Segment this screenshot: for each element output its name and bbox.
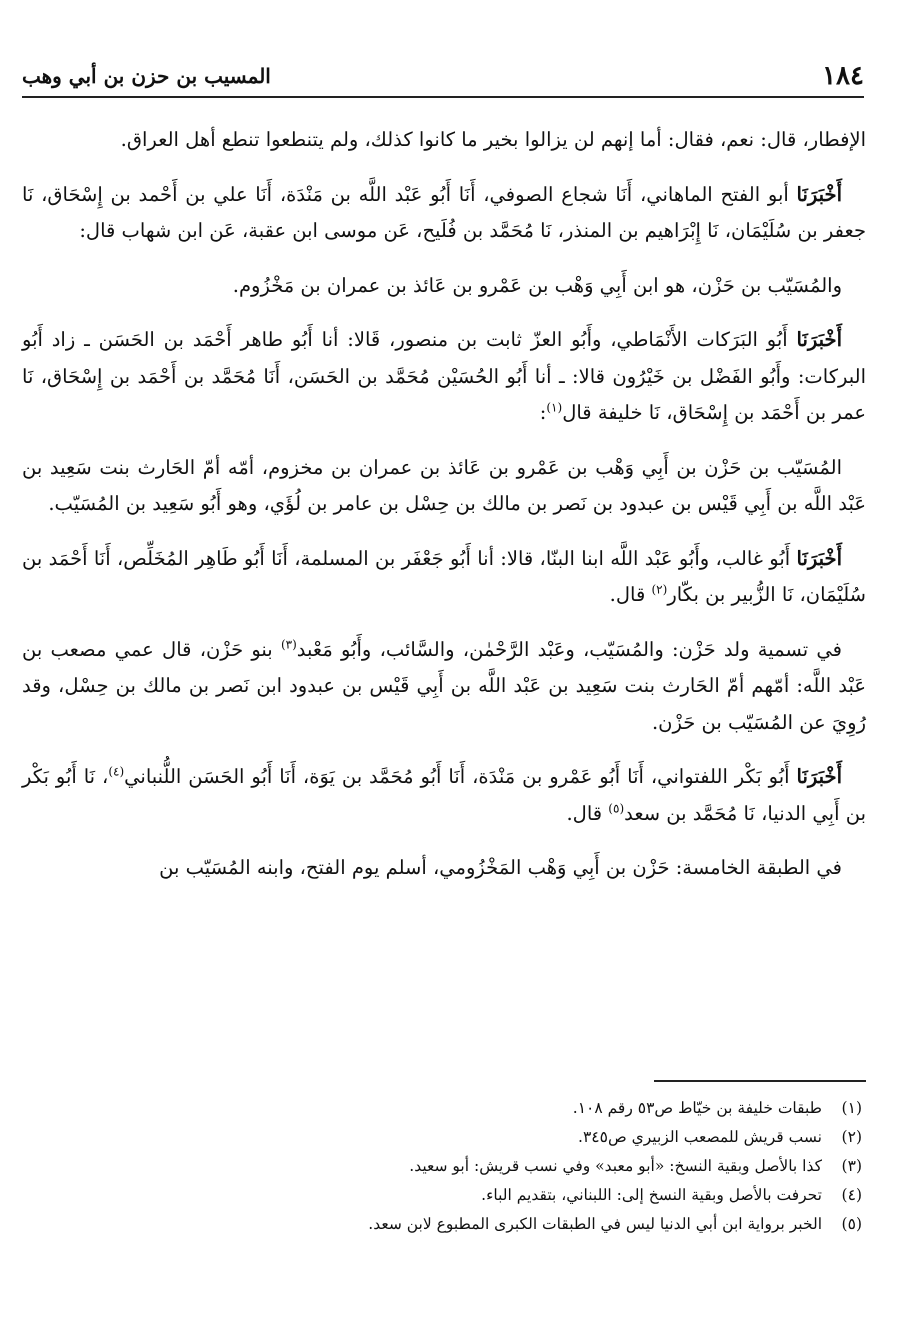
paragraph bbox=[22, 759, 866, 832]
footnote-text: الخبر برواية ابن أبي الدنيا ليس في الطبقات الكبرى المطبوع لابن سعد. bbox=[368, 1215, 822, 1233]
footnote-number: (٣) bbox=[841, 1157, 862, 1175]
paragraph bbox=[22, 268, 866, 305]
paragraph bbox=[22, 541, 866, 614]
footnote-ref: (٢) bbox=[651, 582, 668, 597]
footnote-number: (١) bbox=[841, 1099, 862, 1117]
paragraph-text: قال. bbox=[566, 801, 609, 825]
paragraph-text: ، نَا أَبُو بَكْر بن أَبِي الدنيا، نَا مُحَمَّد بن سعد bbox=[22, 765, 866, 825]
footnote bbox=[200, 1210, 862, 1239]
paragraph bbox=[22, 632, 866, 742]
footnote-divider bbox=[654, 1080, 866, 1082]
paragraph-text: أبو الفتح الماهاني، أَنَا شجاع الصوفي، أَنَا أَبُو عَبْد اللَّه بن مَنْدَة، أَنَا علي بن أَحْمد بن إِسْحَاق، نَا جعفر بن سُلَيْمَان، نَا إِبْرَاهيم بن المنذر، نَا مُحَمَّد بن فُلَيح، عَن موسى ابن عقبة، عَن ابن شهاب قال: bbox=[22, 182, 866, 242]
paragraph-text: الإفطار، قال: نعم، فقال: أما إنهم لن يزالوا بخير ما كانوا كذلك، ولم يتنطعوا تنطع أهل العراق. bbox=[120, 128, 866, 151]
footnote bbox=[200, 1094, 862, 1123]
paragraph bbox=[22, 850, 866, 887]
footnote-text: طبقات خليفة بن خيّاط ص٥٣ رقم ١٠٨. bbox=[572, 1099, 822, 1117]
running-head: المسيب بن حزن بن أبي وهب bbox=[22, 64, 271, 88]
akhbarana-keyword: أَخْبَرَنَا bbox=[796, 546, 842, 570]
footnote bbox=[200, 1123, 862, 1152]
footnote-ref: (١) bbox=[546, 400, 563, 415]
footnote-text: تحرفت بالأصل وبقية النسخ إلى: اللبناني، بتقديم الباء. bbox=[481, 1186, 822, 1204]
paragraph-text: بنو حَزْن، قال عمي مصعب بن عَبْد اللَّه: أمّهم أمّ الحَارث بنت سَعِيد بن عَبْد اللَّه بن أَبِي قَيْس بن عبدود ابن نَصر بن مالك بن حِسْل، وقد رُوِيَ عن المُسَيّب بن حَزْن. bbox=[22, 637, 866, 734]
paragraph-text: المُسَيّب بن حَزْن بن أَبِي وَهْب بن عَمْرو بن عَائذ بن عمران بن مخزوم، أمّه أمّ الحَارث بنت سَعِيد بن عَبْد اللَّه بن أَبِي قَيْس بن عبدود بن نَصر بن مالك بن حِسْل بن عامر بن لُؤَي، وهو أَبُو سَعِيد بن المُسَيّب. bbox=[22, 455, 866, 515]
paragraph-text: قال. bbox=[609, 583, 652, 606]
footnote-ref: (٣) bbox=[280, 637, 297, 651]
footnote-number: (٥) bbox=[841, 1215, 862, 1233]
paragraph bbox=[22, 177, 866, 250]
footnote-number: (٤) bbox=[841, 1186, 862, 1204]
main-text bbox=[22, 122, 866, 905]
paragraph bbox=[22, 322, 866, 432]
footnote-text: كذا بالأصل وبقية النسخ: «أبو معبد» وفي نسب قريش: أبو سعيد. bbox=[409, 1157, 822, 1175]
page-number: ١٨٤ bbox=[822, 61, 864, 91]
paragraph-text: أَبُو بَكْر اللفتواني، أَنَا أَبُو عَمْرو بن مَنْدَة، أَنَا أَبُو مُحَمَّد بن يَوَة، أَنَا أَبُو الحَسَن اللُّنباني bbox=[124, 765, 797, 788]
footnote-ref: (٤) bbox=[108, 764, 125, 779]
paragraph-text: : bbox=[539, 401, 547, 424]
paragraph bbox=[22, 450, 866, 523]
footnote-text: نسب قريش للمصعب الزبيري ص٣٤٥. bbox=[578, 1128, 822, 1146]
footnote bbox=[200, 1181, 862, 1210]
page-header bbox=[22, 56, 864, 98]
footnote-number: (٢) bbox=[841, 1128, 862, 1146]
paragraph-text: في تسمية ولد حَزْن: والمُسَيّب، وعَبْد الرَّحْمٰن، والسَّائب، وأَبُو مَعْبد bbox=[296, 637, 842, 661]
footnotes bbox=[200, 1094, 862, 1239]
paragraph bbox=[22, 122, 866, 159]
paragraph-text: أَبُو غالب، وأَبُو عَبْد اللَّه ابنا البنّا، قالا: أنا أَبُو جَعْفَر بن المسلمة، أَنَا أَبُو طَاهِر المُخَلِّص، أَنَا أَحْمَد بن سُلَيْمَان، نَا الزُّبير بن بكّار bbox=[22, 546, 866, 606]
paragraph-text: والمُسَيّب بن حَزْن، هو ابن أَبِي وَهْب بن عَمْرو بن عَائذ بن عمران بن مَخْزُوم. bbox=[232, 273, 842, 297]
paragraph-text: أَبُو البَرَكات الأَنْمَاطي، وأَبُو العزّ ثابت بن منصور، قَالا: أنا أَبُو طاهر أَحْمَد بن الحَسَن ـ زاد أَبُو البركات: وأَبُو الفَضْل بن خَيْرُون قالا: ـ أنا أَبُو الحُسَيْن مُحَمَّد بن الحَسَن، أَنَا مُحَمَّد بن أَحْمَد بن إِسْحَاق، نَا عمر بن أَحْمَد بن إِسْحَاق، نَا خليفة قال bbox=[22, 328, 866, 424]
footnote-ref: (٥) bbox=[608, 801, 625, 815]
akhbarana-keyword: أَخْبَرَنَا bbox=[796, 182, 842, 206]
footnote bbox=[200, 1152, 862, 1181]
akhbarana-keyword: أَخْبَرَنَا bbox=[796, 328, 842, 351]
akhbarana-keyword: أَخْبَرَنَا bbox=[796, 765, 842, 788]
paragraph-text: في الطبقة الخامسة: حَزْن بن أَبِي وَهْب المَخْزُومي، أسلم يوم الفتح، وابنه المُسَيّب بن bbox=[159, 856, 842, 879]
